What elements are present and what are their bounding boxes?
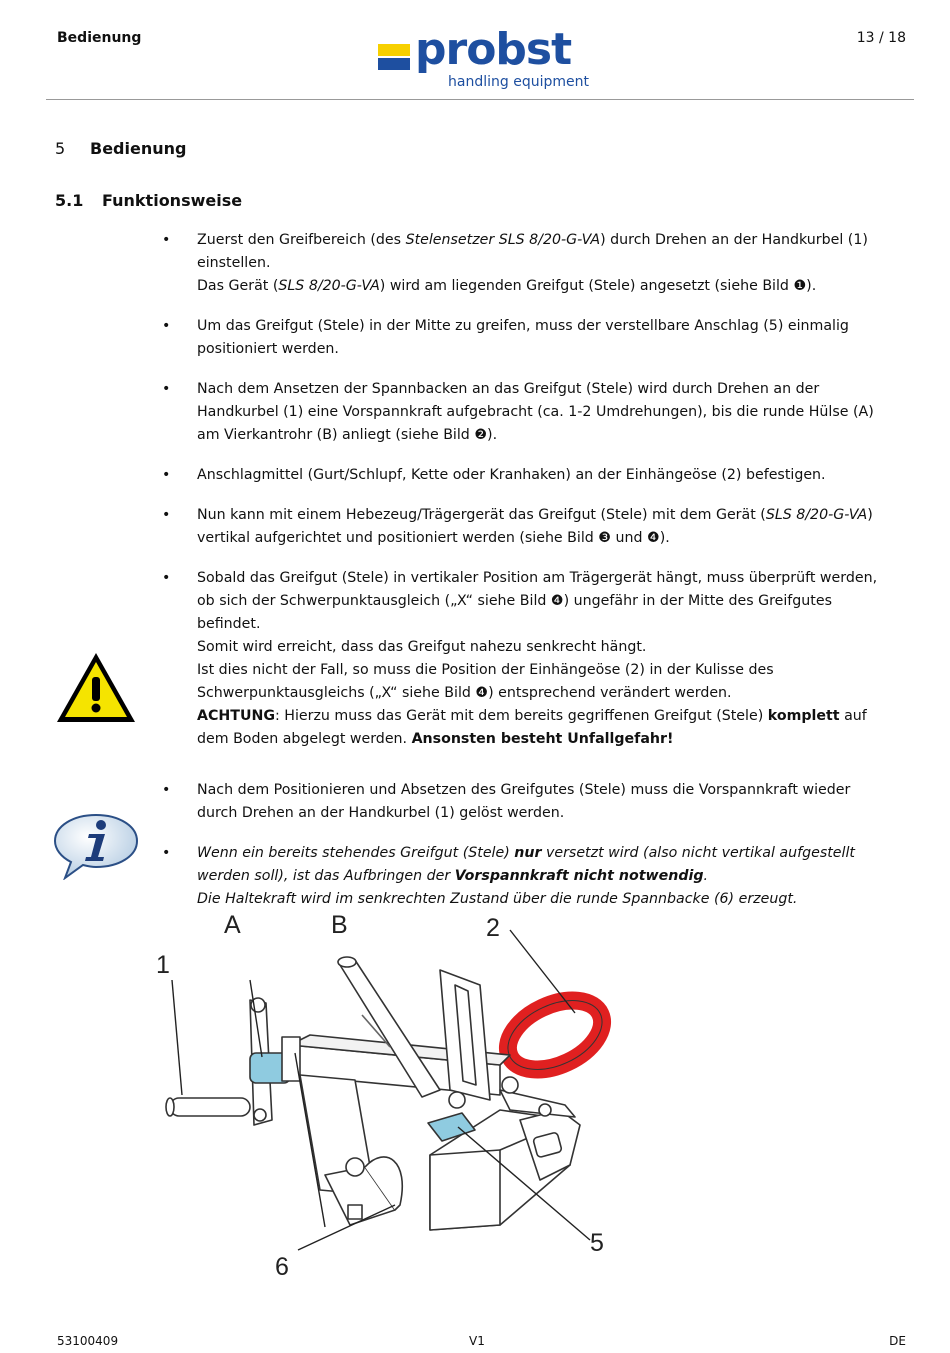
footer-version: V1 — [469, 1334, 485, 1348]
section-heading — [55, 139, 186, 158]
list-item: • Sobald das Greifgut (Stele) in vertikaler Position am Trägergerät hängt, muss überprüft werden, ob sich der Schwerpunktausgleich („X“ siehe Bild ❹) ungefähr in der Mitte des Greifgutes befindet. Somit wird erreicht, dass das Greifgut nahezu senkrecht hängt. Ist dies nicht der Fall, so muss die Position der Einhängeöse (2) in der Kulisse des Schwerpunktausgleichs („X“ siehe Bild ❹) entsprechend verändert werden. ACHTUNG: Hierzu muss das Gerät mit dem bereits gegriffenen Greifgut (Stele) komplett auf dem Boden abgelegt werden. Ansonsten besteht Unfallgefahr! — [160, 567, 890, 751]
header-divider — [46, 99, 914, 100]
header-page-number: 13 / 18 — [856, 30, 906, 46]
hand-crank — [170, 1098, 250, 1116]
bullet: • — [162, 381, 171, 397]
bullet: • — [162, 570, 171, 586]
bullet: • — [162, 507, 171, 523]
figure-label-b: B — [331, 911, 348, 939]
bullet: • — [162, 845, 171, 861]
list-item: • Anschlagmittel (Gurt/Schlupf, Kette oder Kranhaken) an der Einhängeöse (2) befestigen. — [160, 464, 890, 487]
bullet: • — [162, 318, 171, 334]
logo-mark — [378, 44, 410, 70]
subsection-number: 5.1 — [55, 191, 84, 210]
instruction-list — [160, 229, 890, 928]
subsection-title: Funktionsweise — [102, 191, 243, 210]
list-item: • Nach dem Positionieren und Absetzen des Greifgutes (Stele) muss die Vorspannkraft wieder durch Drehen an der Handkurbel (1) gelöst werden. — [160, 779, 890, 825]
figure-label-a: A — [224, 911, 241, 939]
footer-doc-number: 53100409 — [57, 1334, 119, 1348]
device-figure — [150, 905, 620, 1285]
info-bubble-icon — [53, 812, 139, 880]
footer-language: DE — [889, 1334, 906, 1348]
subsection-heading — [55, 191, 242, 210]
list-item: • Um das Greifgut (Stele) in der Mitte zu greifen, muss der verstellbare Anschlag (5) einmalig positioniert werden. — [160, 315, 890, 361]
list-item: • Nun kann mit einem Hebezeug/Trägergerät das Greifgut (Stele) mit dem Gerät (SLS 8/20-G-VA) vertikal aufgerichtet und positioniert werden (siehe Bild ❸ und ❹). — [160, 504, 890, 550]
section-title: Bedienung — [90, 139, 187, 158]
logo-wordmark: probst — [415, 24, 572, 75]
probst-logo — [378, 24, 598, 96]
header-section-title: Bedienung — [57, 30, 142, 46]
figure-label-2: 2 — [486, 914, 500, 942]
lifting-ring — [497, 987, 613, 1084]
figure-label-6: 6 — [275, 1253, 289, 1281]
figure-label-1: 1 — [156, 951, 170, 979]
list-item: • Nach dem Ansetzen der Spannbacken an das Greifgut (Stele) wird durch Drehen an der Handkurbel (1) eine Vorspannkraft aufgebracht (ca. 1-2 Umdrehungen), bis die runde Hülse (A) am Vierkantrohr (B) anliegt (siehe Bild ❷). — [160, 378, 890, 447]
bullet: • — [162, 232, 171, 248]
list-item: • Zuerst den Greifbereich (des Stelensetzer SLS 8/20-G-VA) durch Drehen an der Handkurbel (1) einstellen. Das Gerät (SLS 8/20-G-VA) wird am liegenden Greifgut (Stele) angesetzt (siehe Bild ❶). — [160, 229, 890, 298]
section-number: 5 — [55, 139, 66, 158]
logo-subtitle: handling equipment — [448, 74, 589, 90]
bullet: • — [162, 782, 171, 798]
warning-triangle-icon — [54, 650, 138, 726]
figure-label-5: 5 — [590, 1229, 604, 1257]
list-item: • Wenn ein bereits stehendes Greifgut (Stele) nur versetzt wird (also nicht vertikal aufgestellt werden soll), ist das Aufbringen der Vorspannkraft nicht notwendig. Die Haltekraft wird im senkrechten Zustand über die runde Spannbacke (6) erzeugt. — [160, 842, 890, 911]
bullet: • — [162, 467, 171, 483]
